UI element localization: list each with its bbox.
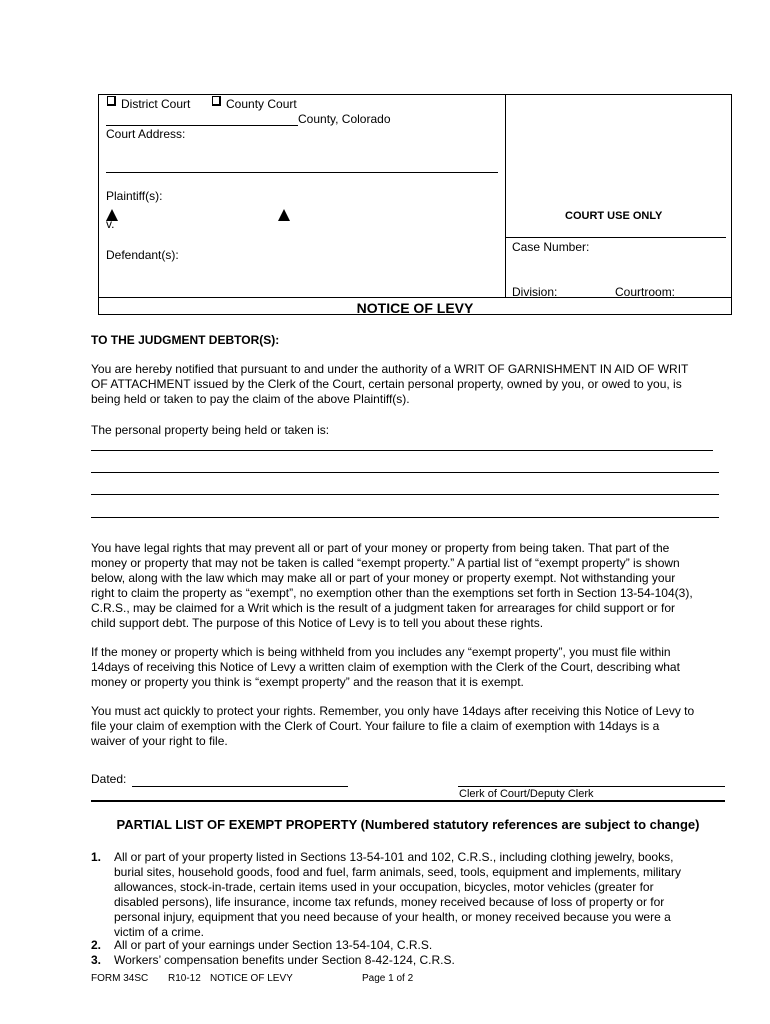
list-item: 2. All or part of your earnings under Section 13-54-104, C.R.S. [91,938,433,952]
section-divider [91,800,725,802]
footer-page-number: Page 1 of 2 [362,973,414,984]
clerk-label: Clerk of Court/Deputy Clerk [459,788,594,800]
footer-revision: R10-12 [168,973,201,984]
paragraph-act-quickly: You must act quickly to protect your rights. Remember, you only have 14days after receiving this Notice of Levy to file your claim of exemption with the Clerk of Court. Your failure to file a claim of exemption with 14days is a waiver of your right to file. [91,704,695,748]
court-use-only-label: COURT USE ONLY [565,210,663,222]
paragraph-legal-rights: You have legal rights that may prevent all or part of your money or property from being taken. That part of the money or property that may not be taken is called “exempt property.” A partial list of “exempt property” is shown below, along with the law which may make all or part of your money or property exempt. Not withstanding your right to claim the property as “exempt”, no exemption other than the exemptions set forth in Section 13-54-104(3), C.R.S., may be claimed for a Writ which is the result of a judgment taken for arrearages for child support or for child support debt. The purpose of this Notice of Levy is to tell you about these rights. [91,541,693,630]
courtroom-label: Courtroom: [615,285,676,299]
case-caption-box [98,94,732,315]
paragraph-exempt-claim: If the money or property which is being withheld from you includes any “exempt property”, you must file within 14days of receiving this Notice of Levy a written claim of exemption with the Clerk of the Court, describing what money or property you think is “exempt property” and the reason that it is exempt. [91,645,680,689]
property-line-3 [91,494,719,495]
defendant-label: Defendant(s): [106,248,179,262]
district-court-checkbox[interactable] [107,96,116,106]
property-line-2 [91,472,719,473]
county-court-checkbox[interactable] [212,96,221,106]
paragraph-writ: You are hereby notified that pursuant to and under the authority of a WRIT OF GARNISHMENT IN AID OF WRIT OF ATTACHMENT issued by the Clerk of the Court, certain personal property, owned by you, or owed to you, is being held or taken to pay the claim of the above Plaintiff(s). [91,362,689,406]
versus-label: v. [106,217,115,231]
court-address-label: Court Address: [106,127,186,141]
division-label: Division: [512,285,558,299]
property-line-4 [91,517,719,518]
property-label: The personal property being held or taken is: [91,423,330,437]
list-item: 1. All or part of your property listed in Sections 13-54-101 and 102, C.R.S., including clothing jewelry, books, burial sites, household goods, food and fuel, farm animals, seed, tools, equipment and implements, military allowances, stock-in-trade, certain items used in your occupation, bicycles, motor vehicles (greater for disabled persons), life insurance, income tax refunds, money received because of loss of property or for personal injury, equipment that you need because of your health, or money received because you were a victim of a crime. [91,850,681,939]
page-title: NOTICE OF LEVY [356,300,474,316]
caption-divider [505,94,506,298]
triangle-right-icon [278,209,290,221]
salutation: TO THE JUDGMENT DEBTOR(S): [91,333,280,347]
property-line-1 [91,450,713,451]
case-number-label: Case Number: [512,240,590,254]
clerk-signature-line[interactable] [458,786,725,787]
footer-form-title: NOTICE OF LEVY [210,973,293,984]
list-item: 3. Workers’ compensation benefits under Section 8-42-124, C.R.S. [91,953,455,967]
county-name-line [106,125,298,126]
plaintiff-label: Plaintiff(s): [106,189,163,203]
dated-line[interactable] [132,786,348,787]
county-colorado-label: County, Colorado [298,112,391,126]
exempt-property-heading: PARTIAL LIST OF EXEMPT PROPERTY (Numbered statutory references are subject to change) [116,817,700,832]
county-court-label: County Court [226,97,297,111]
court-use-divider [505,237,726,238]
dated-label: Dated: [91,772,127,786]
footer-form-number: FORM 34SC [91,973,149,984]
court-address-line [106,172,498,173]
district-court-label: District Court [121,97,191,111]
